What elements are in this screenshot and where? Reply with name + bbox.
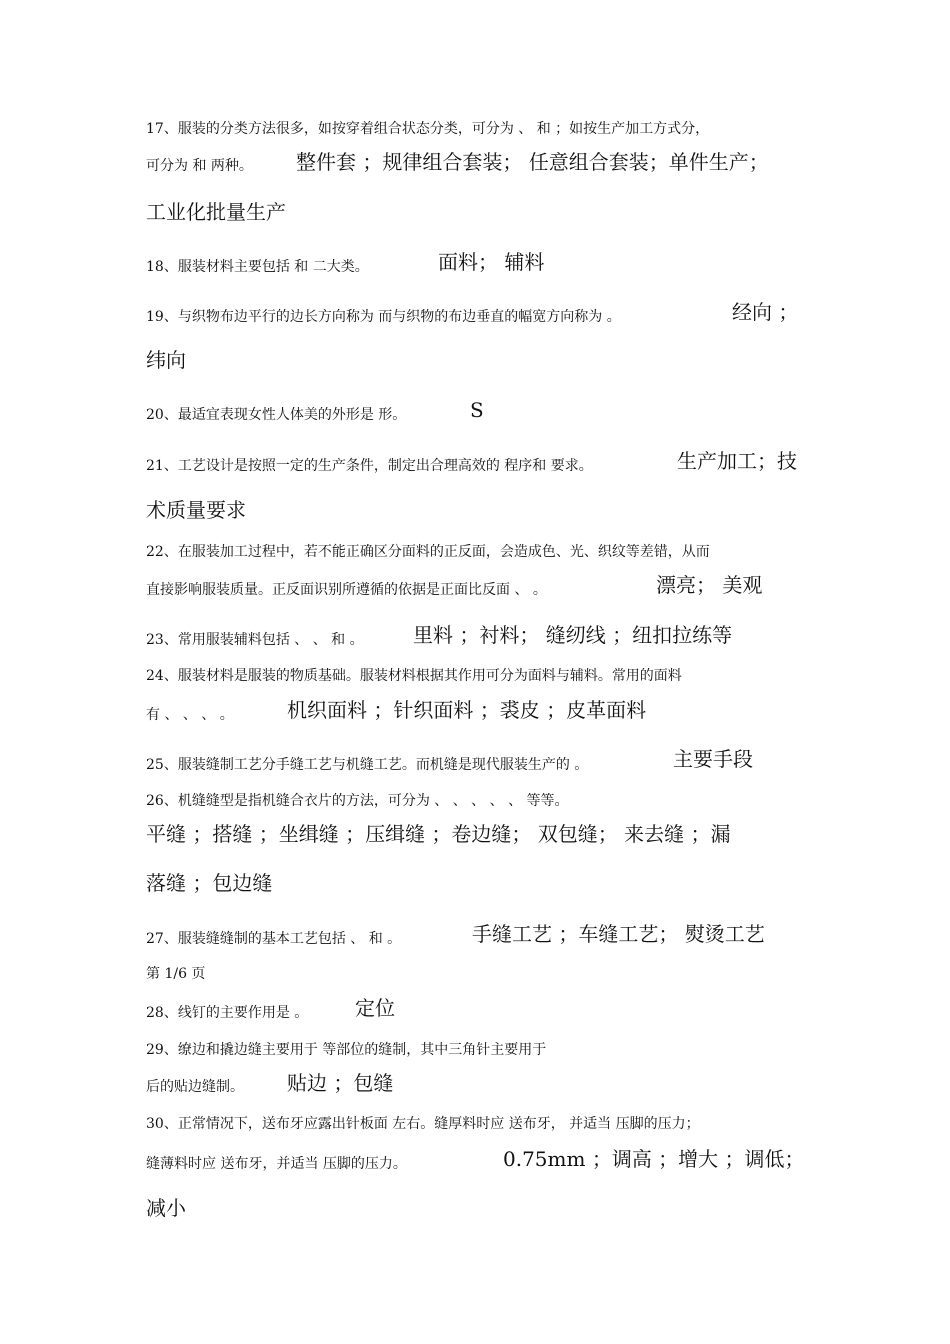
q20-answer1: S [470,398,484,422]
q28-answer1: 定位 [355,996,395,1020]
q30-answer2: 减小 [146,1196,186,1220]
q17-answer1: 整件套 ；规律组合套装； 任意组合套装；单件生产； [296,150,769,174]
q21-answer1: 生产加工；技 [677,449,797,473]
q20-line1: 20、最适宜表现女性人体美的外形是 形。 [146,407,407,423]
q17-line1: 17、服装的分类方法很多，如按穿着组合状态分类，可分为 、 和 ；如按生产加工方式分， [146,121,710,137]
q29-answer1: 贴边 ；包缝 [287,1071,394,1095]
q26-line1: 26、机缝缝型是指机缝合衣片的方法，可分为 、 、 、 、 、 等等。 [146,793,569,809]
q21-line1: 21、工艺设计是按照一定的生产条件，制定出合理高效的 程序和 要求。 [146,458,593,474]
q25-answer1: 主要手段 [673,747,753,771]
page-number: 第 1/6 页 [146,966,206,982]
q18-line1: 18、服装材料主要包括 和 二大类。 [146,259,369,275]
q19-answer1: 经向 ； [732,300,799,324]
q29-line1: 29、缭边和撬边缝主要用于 等部位的缝制，其中三角针主要用于 [146,1042,547,1058]
q30-line1: 30、正常情况下，送布牙应露出针板面 左右。缝厚料时应 送布牙， 并适当 压脚的压力； [146,1116,700,1132]
q24-line1: 24、服装材料是服装的物质基础。服装材料根据其作用可分为面料与辅料。常用的面料 [146,668,682,684]
q19-line1: 19、与织物布边平行的边长方向称为 而与织物的布边垂直的幅宽方向称为 。 [146,309,621,325]
q23-answer1: 里料 ；衬料； 缝纫线 ；纽扣拉练等 [413,623,733,647]
q26-answer2: 落缝 ；包边缝 [146,871,273,895]
q25-line1: 25、服装缝制工艺分手缝工艺与机缝工艺。而机缝是现代服装生产的 。 [146,757,589,773]
q17-line2: 可分为 和 两种。 [146,158,253,174]
q30-answer1: 0.75mm ；调高 ；增大 ；调低； [503,1147,805,1171]
q22-answer1: 漂亮； 美观 [656,573,763,597]
q19-answer2: 纬向 [146,348,186,372]
q30-line2: 缝薄料时应 送布牙，并适当 压脚的压力。 [146,1156,407,1172]
q24-answer1: 机织面料 ；针织面料 ；裘皮 ；皮革面料 [287,698,647,722]
q22-line2: 直接影响服装质量。正反面识别所遵循的依据是正面比反面 、 。 [146,582,547,598]
q18-answer1: 面料； 辅料 [438,250,545,274]
q26-answer1: 平缝 ；搭缝 ；坐缉缝 ；压缉缝 ；卷边缝； 双包缝； 来去缝 ；漏 [146,822,731,846]
q22-line1: 22、在服装加工过程中，若不能正确区分面料的正反面，会造成色、光、织纹等差错，从而 [146,544,710,560]
q27-answer1: 手缝工艺 ；车缝工艺； 熨烫工艺 [472,922,765,946]
q17-answer2: 工业化批量生产 [146,200,286,224]
q23-line1: 23、常用服装辅料包括 、 、 和 。 [146,632,364,648]
q28-line1: 28、线钉的主要作用是 。 [146,1005,309,1021]
q29-line2: 后的贴边缝制。 [146,1079,244,1095]
q24-line2: 有 、 、 、 。 [146,707,234,723]
q21-answer2: 术质量要求 [146,498,246,522]
q27-line1: 27、服装缝缝制的基本工艺包括 、 和 。 [146,931,402,947]
